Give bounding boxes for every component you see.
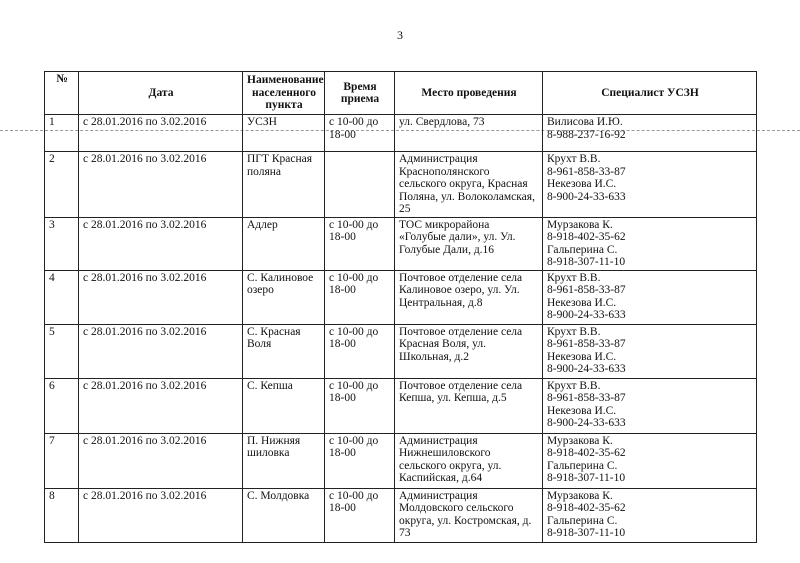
specialist-phone: 8-918-402-35-62	[547, 231, 626, 243]
table-row	[45, 152, 757, 218]
cell-specialist	[543, 115, 757, 152]
specialist-name: Крухт В.В.	[547, 379, 601, 392]
cell-number: 8	[45, 488, 79, 542]
cell-venue: ул. Свердлова, 73	[395, 115, 543, 152]
cell-number: 6	[45, 378, 79, 433]
cell-reception-time: с 10-00 до 18-00	[325, 217, 395, 270]
table-row	[45, 378, 757, 433]
header-number: №	[45, 72, 79, 115]
cell-number: 7	[45, 433, 79, 488]
specialist-name: Мурзакова К.	[547, 218, 613, 231]
cell-specialist	[543, 217, 757, 270]
cell-venue: Почтовое отделение села Красная Воля, ул. Школьная, д.2	[395, 324, 543, 378]
cell-number: 5	[45, 324, 79, 378]
specialist-phone: 8-918-307-11-10	[547, 527, 626, 539]
specialist-phone: 8-900-24-33-633	[547, 190, 626, 203]
cell-venue: Почтовое отделение села Кепша, ул. Кепша, д.5	[395, 378, 543, 433]
cell-settlement: Адлер	[243, 217, 325, 270]
specialist-name: Гальперина С.	[547, 243, 618, 256]
cell-date: с 28.01.2016 по 3.02.2016	[79, 433, 243, 488]
page-number: 3	[397, 28, 403, 42]
cell-specialist	[543, 378, 757, 433]
cell-reception-time: с 10-00 до 18-00	[325, 488, 395, 542]
cell-date: с 28.01.2016 по 3.02.2016	[79, 217, 243, 270]
specialist-phone: 8-918-402-35-62	[547, 502, 626, 514]
specialist-phone: 8-961-858-33-87	[547, 392, 626, 404]
specialist-name: Некезова И.С.	[547, 350, 617, 363]
table-row	[45, 324, 757, 378]
cell-date: с 28.01.2016 по 3.02.2016	[79, 488, 243, 542]
cell-settlement: П. Нижняя шиловка	[243, 433, 325, 488]
specialist-phone: 8-918-402-35-62	[547, 447, 626, 459]
specialist-name: Гальперина С.	[547, 514, 618, 527]
specialist-phone: 8-900-24-33-633	[547, 363, 626, 375]
cell-specialist	[543, 152, 757, 218]
cell-venue: Почтовое отделение села Калиновое озеро, ул. Ул. Центральная, д.8	[395, 270, 543, 324]
cell-reception-time: с 10-00 до 18-00	[325, 270, 395, 324]
cell-venue: Администрация Молдовского сельского округа, ул. Костромская, д. 73	[395, 488, 543, 542]
specialist-name: Крухт В.В.	[547, 153, 601, 165]
specialist-name: Крухт В.В.	[547, 271, 601, 284]
cell-date: с 28.01.2016 по 3.02.2016	[79, 152, 243, 218]
cell-settlement: С. Молдовка	[243, 488, 325, 542]
cell-reception-time: с 10-00 до 18-00	[325, 324, 395, 378]
specialist-phone: 8-961-858-33-87	[547, 338, 626, 350]
cell-number: 2	[45, 152, 79, 218]
cell-number: 4	[45, 270, 79, 324]
specialist-phone: 8-961-858-33-87	[547, 165, 626, 178]
cell-venue: Администрация Нижнешиловского сельского округа, ул. Каспийская, д.64	[395, 433, 543, 488]
specialist-name: Гальперина С.	[547, 459, 618, 472]
specialist-phone: 8-918-307-11-10	[547, 472, 626, 484]
specialist-phone: 8-918-307-11-10	[547, 256, 626, 268]
table-row	[45, 488, 757, 542]
cell-date: с 28.01.2016 по 3.02.2016	[79, 324, 243, 378]
header-specialist: Специалист УСЗН	[543, 72, 757, 115]
table-header-row	[45, 72, 757, 115]
specialist-name: Некезова И.С.	[547, 296, 617, 309]
cell-settlement: С. Красная Воля	[243, 324, 325, 378]
table-row	[45, 270, 757, 324]
cell-reception-time: с 10-00 до 18-00	[325, 115, 395, 152]
cell-date: с 28.01.2016 по 3.02.2016	[79, 378, 243, 433]
cell-specialist	[543, 270, 757, 324]
specialist-phone: 8-988-237-16-92	[547, 128, 626, 141]
specialist-name: Мурзакова К.	[547, 434, 613, 447]
specialist-name: Крухт В.В.	[547, 325, 601, 338]
specialist-phone: 8-900-24-33-633	[547, 417, 626, 429]
cell-venue: Администрация Краснополянского сельского округа, Красная Поляна, ул. Волоколамская, 25	[395, 152, 543, 218]
cell-settlement: С. Калиновое озеро	[243, 270, 325, 324]
header-reception-time: Время приема	[325, 72, 395, 115]
cell-number: 1	[45, 115, 79, 152]
table-row	[45, 217, 757, 270]
specialist-name: Некезова И.С.	[547, 178, 617, 190]
cell-specialist	[543, 324, 757, 378]
header-settlement: Наименование населенного пункта	[243, 72, 325, 115]
cell-settlement: ПГТ Красная поляна	[243, 152, 325, 218]
cell-reception-time	[325, 152, 395, 218]
specialist-phone: 8-961-858-33-87	[547, 284, 626, 296]
cell-venue: ТОС микрорайона «Голубые дали», ул. Ул. Голубые Дали, д.16	[395, 217, 543, 270]
header-venue: Место проведения	[395, 72, 543, 115]
cell-number: 3	[45, 217, 79, 270]
header-date: Дата	[79, 72, 243, 115]
cell-reception-time: с 10-00 до 18-00	[325, 378, 395, 433]
cell-date: с 28.01.2016 по 3.02.2016	[79, 115, 243, 152]
cell-reception-time: с 10-00 до 18-00	[325, 433, 395, 488]
cell-specialist	[543, 433, 757, 488]
schedule-table	[44, 71, 757, 543]
specialist-name: Некезова И.С.	[547, 404, 617, 417]
specialist-name: Вилисова И.Ю.	[547, 116, 623, 128]
cell-date: с 28.01.2016 по 3.02.2016	[79, 270, 243, 324]
specialist-phone: 8-900-24-33-633	[547, 309, 626, 321]
table-row	[45, 115, 757, 152]
specialist-name: Мурзакова К.	[547, 489, 613, 502]
cell-specialist	[543, 488, 757, 542]
cell-settlement: С. Кепша	[243, 378, 325, 433]
cell-settlement: УСЗН	[243, 115, 325, 152]
table-row	[45, 433, 757, 488]
